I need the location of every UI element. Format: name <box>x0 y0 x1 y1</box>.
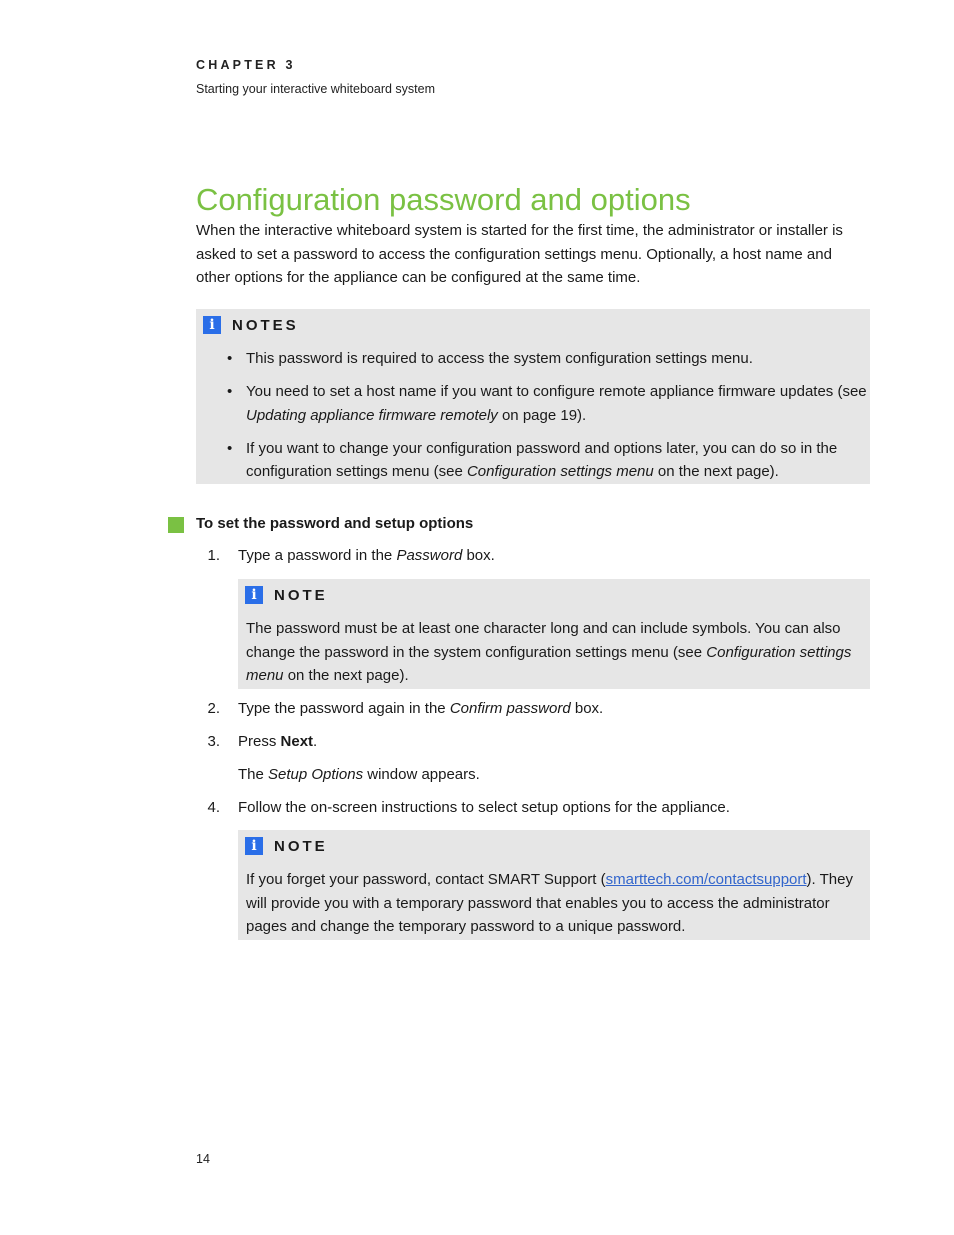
note-heading-label: NOTE <box>274 586 328 604</box>
section-intro: When the interactive whiteboard system is started for the first time, the administrator or installer is asked to set a password to access the configuration settings menu. Optionally, a host name and other options for the appliance can be configured at the same time. <box>196 222 843 286</box>
step-3-result: The Setup Options window appears. <box>238 766 480 783</box>
green-square-icon <box>168 517 184 533</box>
ui-label-next: Next <box>280 733 314 750</box>
step-text: Press Next. <box>238 733 318 750</box>
note-heading <box>245 586 328 604</box>
list-item: • This password is required to access the system configuration settings menu. <box>227 347 867 371</box>
note-box-password <box>238 579 870 689</box>
notes-heading <box>203 316 299 334</box>
step-3 <box>196 730 870 754</box>
notes-box <box>196 309 870 484</box>
note-text: The password must be at least one character long and can include symbols. You can also change the password in the system configuration settings menu (see Configuration settings menu on the next page). <box>246 620 852 684</box>
step-4 <box>196 796 870 820</box>
section-title: Configuration password and options <box>196 182 691 217</box>
cross-reference: Updating appliance firmware remotely <box>246 406 498 424</box>
info-icon: i <box>245 837 263 855</box>
notes-heading-label: NOTES <box>232 316 299 334</box>
chapter-subtitle: Starting your interactive whiteboard system <box>196 82 435 96</box>
step-text: Follow the on-screen instructions to select setup options for the appliance. <box>238 799 730 816</box>
step-1 <box>196 544 870 568</box>
note-heading-label: NOTE <box>274 837 328 855</box>
step-number: 1. <box>207 547 220 564</box>
page-number: 14 <box>196 1152 210 1166</box>
step-text: Type a password in the Password box. <box>238 547 495 564</box>
step-text: Type the password again in the Confirm password box. <box>238 700 604 717</box>
step-number: 2. <box>207 700 220 717</box>
info-icon: i <box>203 316 221 334</box>
support-link[interactable]: smarttech.com/contactsupport <box>605 871 807 888</box>
chapter-label: CHAPTER 3 <box>196 58 296 72</box>
note-text: If you forget your password, contact SMART Support (smarttech.com/contactsupport). They will provide you with a temporary password that enables you to access the administrator pages and change the temporary password to a unique password. <box>246 871 853 935</box>
note-box-support <box>238 830 870 940</box>
list-item: • If you want to change your configuration password and options later, you can do so in the configuration settings menu (see Configuration settings menu on the next page). <box>227 437 867 484</box>
procedure-title: To set the password and setup options <box>196 515 474 532</box>
info-icon: i <box>245 586 263 604</box>
list-item: • You need to set a host name if you want to configure remote appliance firmware updates (see Updating appliance firmware remotely on page 19). <box>227 380 867 427</box>
step-2 <box>196 697 870 721</box>
cross-reference: Configuration settings menu <box>466 463 654 480</box>
step-number: 4. <box>207 799 220 816</box>
note-heading <box>245 837 328 855</box>
cross-reference: Configuration settings menu <box>246 643 852 684</box>
notes-list <box>227 347 867 493</box>
step-number: 3. <box>207 733 220 750</box>
